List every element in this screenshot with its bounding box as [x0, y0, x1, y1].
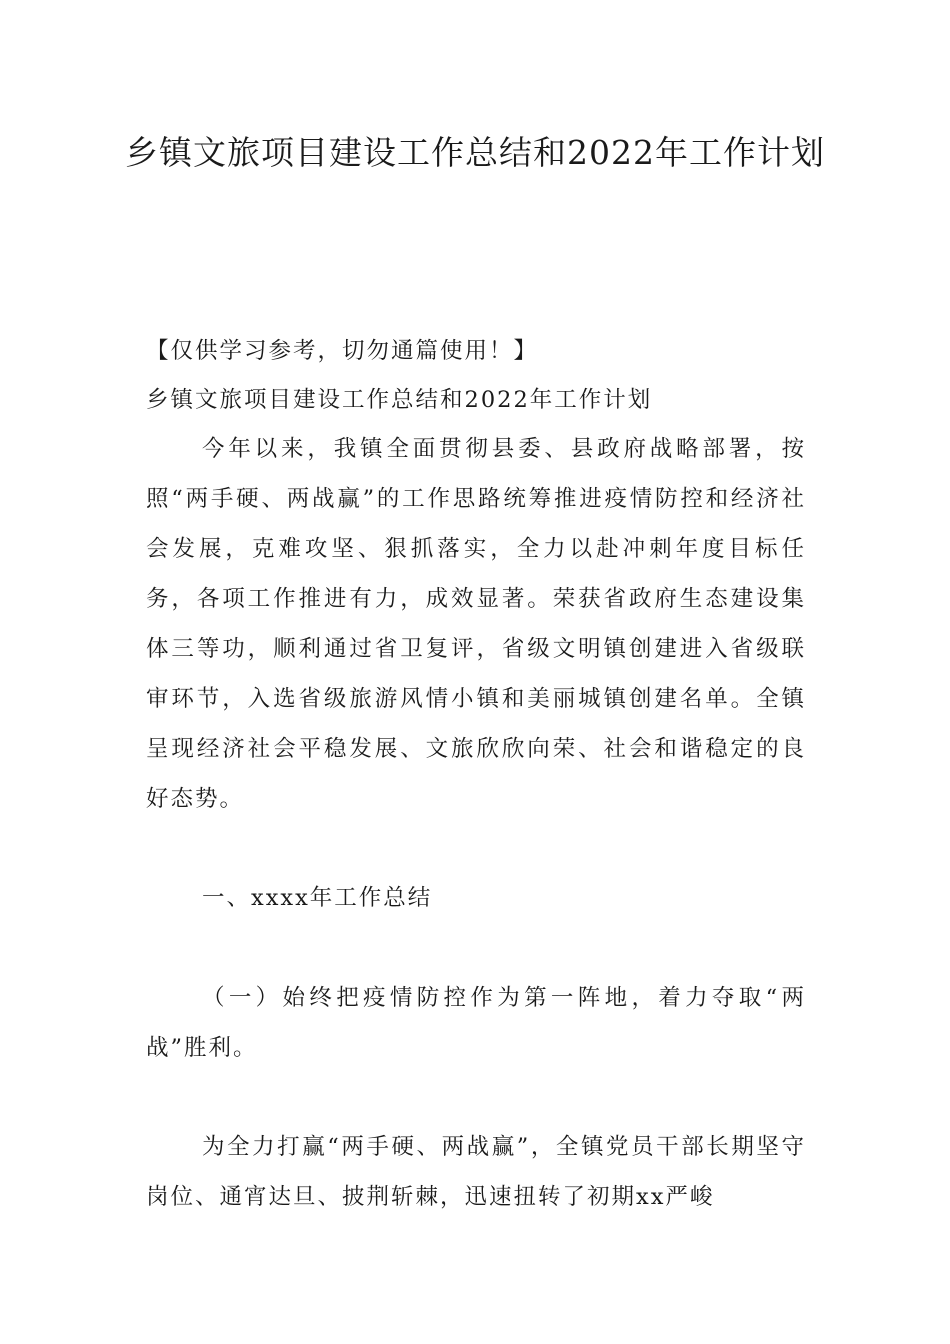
document-subtitle: 乡镇文旅项目建设工作总结和2022年工作计划 — [146, 387, 653, 413]
body-paragraph: 为全力打赢“两手硬、两战赢”，全镇党员干部长期坚守岗位、通宵达旦、披荆斩棘，迅速扭转了初期xx严峻 — [146, 1134, 806, 1210]
subsection-heading: （一）始终把疫情防控作为第一阵地，着力夺取“两战”胜利。 — [146, 985, 806, 1061]
disclaimer-note: 【仅供学习参考，切勿通篇使用！】 — [146, 338, 539, 364]
section-heading: 一、xxxx年工作总结 — [202, 885, 433, 911]
intro-paragraph: 今年以来，我镇全面贯彻县委、县政府战略部署，按照“两手硬、两战赢”的工作思路统筹推进疫情防控和经济社会发展，克难攻坚、狠抓落实，全力以赴冲刺年度目标任务，各项工作推进有力，成效显著。荣获省政府生态建设集体三等功，顺利通过省卫复评，省级文明镇创建进入省级联审环节，入选省级旅游风情小镇和美丽城镇创建名单。全镇呈现经济社会平稳发展、文旅欣欣向荣、社会和谐稳定的良好态势。 — [146, 436, 806, 812]
document-title: 乡镇文旅项目建设工作总结和2022年工作计划 — [125, 133, 825, 172]
